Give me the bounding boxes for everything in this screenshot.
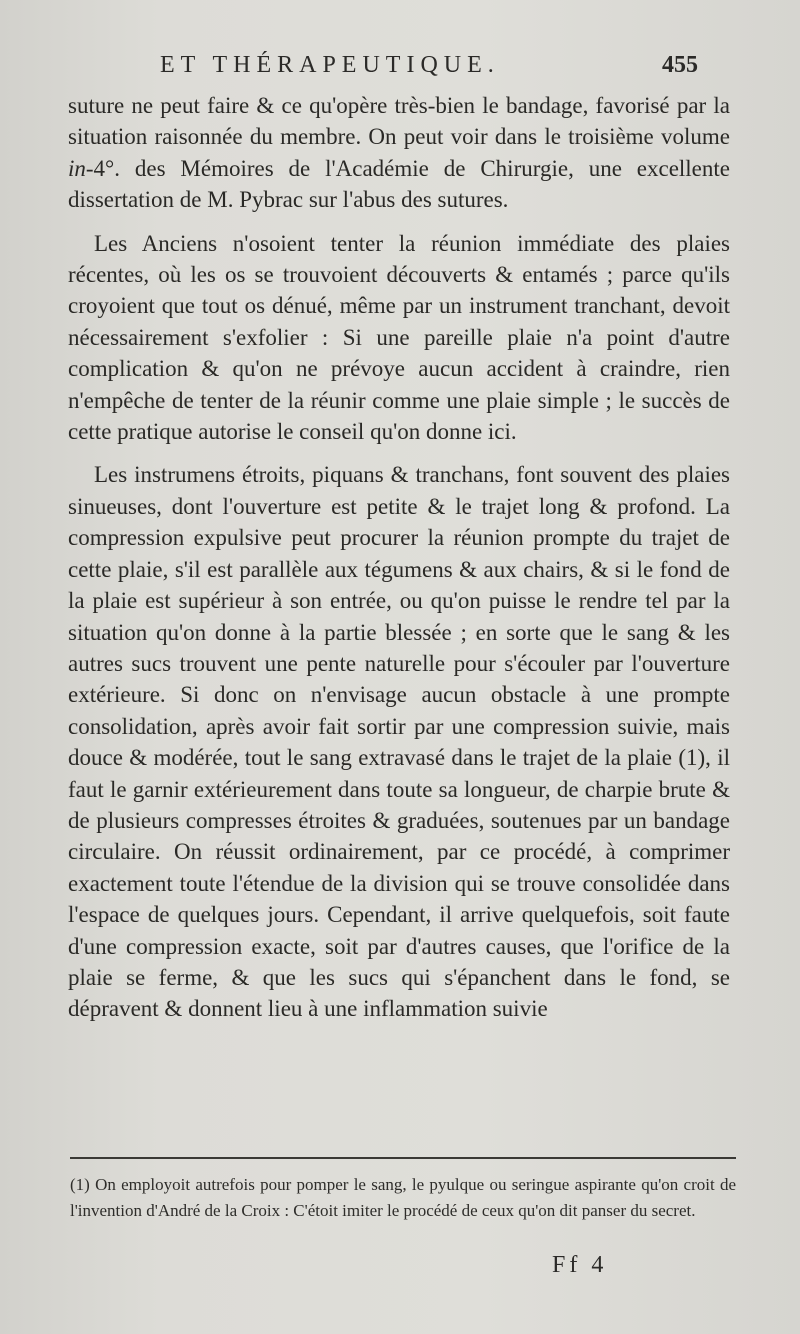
signature-mark: Ff 4: [552, 1252, 608, 1278]
paragraph-3: Les instrumens étroits, piquans & tranchans, font souvent des plaies sinueuses, dont l'ouverture est petite & le trajet long & profond. La compression expulsive peut procurer la réunion prompte du trajet de cette plaie, s'il est parallèle aux tégumens & aux chairs, & si le fond de la plaie est supérieur à son entrée, ou qu'on puisse le rendre tel par la situation qu'on donne à la partie blessée ; en sorte que le sang & les autres sucs trouvent une pente naturelle pour s'écouler par l'ouverture extérieure. Si donc on n'envisage aucun obstacle à une prompte consolidation, après avoir fait sortir par une compression suivie, mais douce & modérée, tout le sang extravasé dans le trajet de la plaie (1), il faut le garnir extérieurement dans toute sa longueur, de charpie brute & de plusieurs compresses étroites & graduées, soutenues par un bandage circulaire. On réussit ordinairement, par ce procédé, à comprimer exactement toute l'étendue de la division qui se trouve consolidée dans l'espace de quelques jours. Cependant, il arrive quelquefois, soit faute d'une compression exacte, soit par d'autres causes, que l'orifice de la plaie se ferme, & que les sucs qui s'épanchent dans le fond, se dépravent & donnent lieu à une inflammation suivie: [68, 462, 730, 1022]
paragraph-1-text-a: suture ne peut faire & ce qu'opère très-bien le bandage, favorisé par la situation raisonnée du membre. On peut voir dans le troisième volume: [68, 93, 730, 150]
paragraph-1: [68, 90, 730, 216]
footnote-divider: [70, 1157, 736, 1159]
running-title: ET THÉRAPEUTIQUE.: [160, 52, 500, 78]
paragraph-1-italic: in: [68, 155, 86, 181]
main-text-block: [68, 90, 730, 1025]
page-number: 455: [662, 52, 698, 78]
footnote: (1) On employoit autrefois pour pomper le sang, le pyulque ou seringue aspirante qu'on croit de l'invention d'André de la Croix : C'étoit imiter le procédé de ceux qu'on dit panser du secret.: [70, 1175, 736, 1220]
paragraph-2: Les Anciens n'osoient tenter la réunion immédiate des plaies récentes, où les os se trouvoient découverts & entamés ; parce qu'ils croyoient que tout os dénué, même par un instrument tranchant, devoit nécessairement s'exfolier : Si une pareille plaie n'a point d'autre complication & qu'on ne prévoye aucun accident à craindre, rien n'empêche de tenter de la réunir comme une plaie simple ; le succès de cette pratique autorise le conseil qu'on donne ici.: [68, 230, 730, 445]
paragraph-1-text-b: -4°. des Mémoires de l'Académie de Chirurgie, une excellente dissertation de M. Pybrac sur l'abus des sutures.: [68, 155, 730, 213]
